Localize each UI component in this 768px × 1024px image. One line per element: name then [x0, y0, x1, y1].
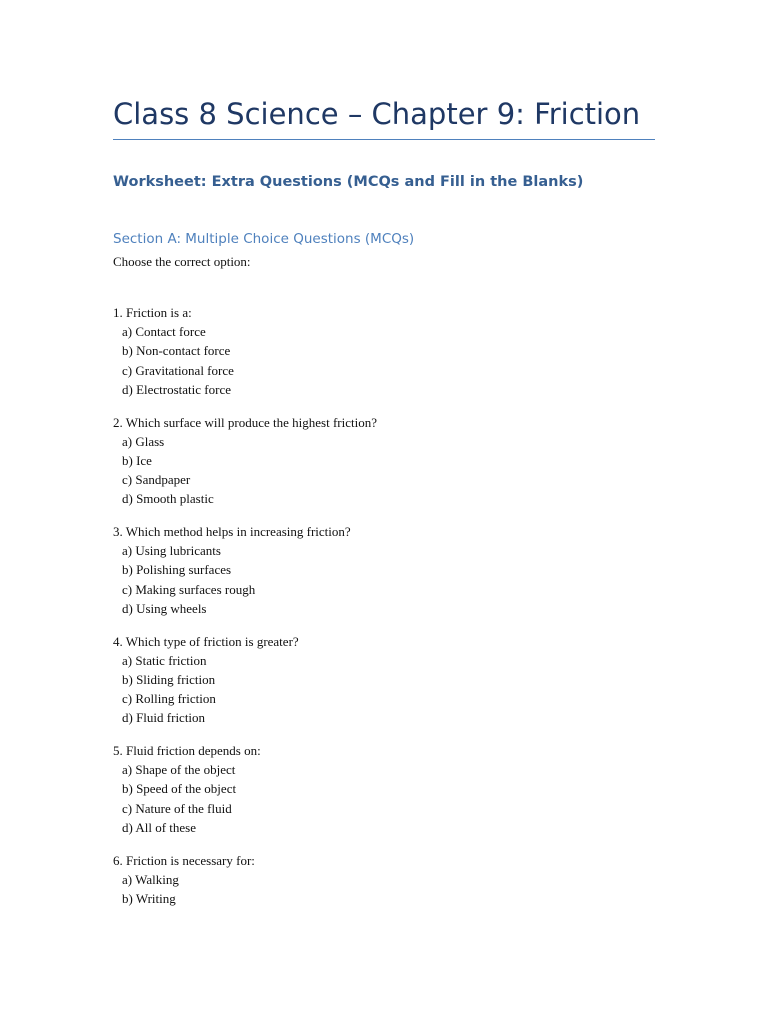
question-4: [113, 632, 655, 728]
question-text: 5. Fluid friction depends on:: [113, 743, 261, 759]
option-b: b) Writing: [122, 890, 176, 906]
document-title: Class 8 Science – Chapter 9: Friction: [113, 97, 641, 131]
option-d: d) Fluid friction: [122, 710, 206, 726]
question-text: 2. Which surface will produce the highest friction?: [113, 414, 378, 430]
option-b: b) Polishing surfaces: [122, 562, 232, 578]
option-c: c) Making surfaces rough: [122, 581, 256, 597]
option-b: b) Sliding friction: [122, 671, 216, 687]
worksheet-subtitle: Worksheet: Extra Questions (MCQs and Fill in the Blanks): [113, 174, 584, 190]
section-a-heading: Section A: Multiple Choice Questions (MCQs): [113, 231, 415, 247]
question-text: 4. Which type of friction is greater?: [113, 633, 299, 649]
option-a: a) Static friction: [122, 652, 207, 668]
option-d: d) Using wheels: [122, 600, 207, 616]
option-d: d) Smooth plastic: [122, 491, 214, 507]
option-d: d) Electrostatic force: [122, 381, 231, 397]
option-d: d) All of these: [122, 819, 197, 835]
option-a: a) Contact force: [122, 324, 206, 340]
option-a: a) Shape of the object: [122, 762, 236, 778]
question-3: [113, 522, 655, 618]
option-a: a) Using lubricants: [122, 543, 221, 559]
option-b: b) Speed of the object: [122, 781, 237, 797]
title-divider: [113, 139, 655, 140]
question-list: [113, 303, 655, 922]
option-c: c) Rolling friction: [122, 691, 216, 707]
option-c: c) Sandpaper: [122, 472, 191, 488]
question-text: 1. Friction is a:: [113, 305, 192, 320]
question-2: [113, 413, 655, 509]
question-text: 3. Which method helps in increasing friction?: [113, 524, 351, 540]
question-6: [113, 851, 655, 909]
option-c: c) Gravitational force: [122, 362, 234, 378]
question-1: [113, 303, 655, 399]
option-a: a) Walking: [122, 871, 179, 887]
question-text: 6. Friction is necessary for:: [113, 852, 255, 868]
question-5: [113, 741, 655, 837]
option-b: b) Ice: [122, 452, 152, 468]
instructions-text: Choose the correct option:: [113, 254, 251, 269]
option-b: b) Non-contact force: [122, 343, 231, 359]
option-c: c) Nature of the fluid: [122, 800, 232, 816]
option-a: a) Glass: [122, 433, 165, 449]
